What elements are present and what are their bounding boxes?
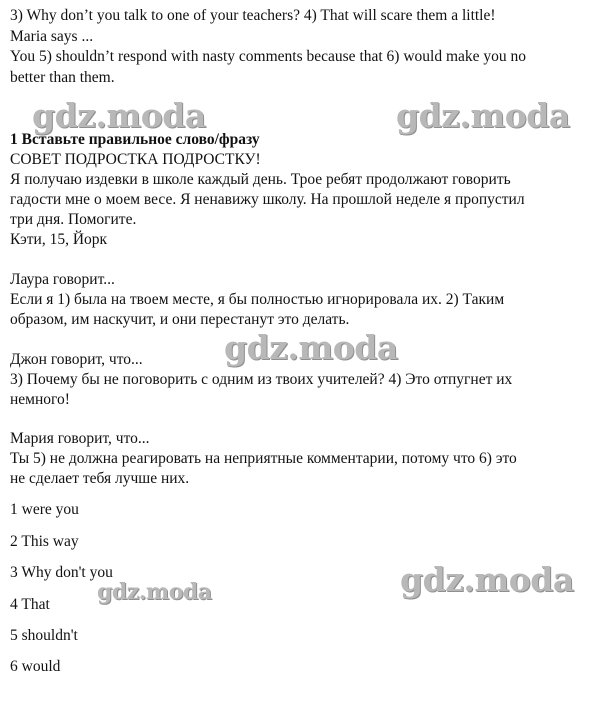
text-line: СОВЕТ ПОДРОСТКА ПОДРОСТКУ! xyxy=(10,151,261,168)
text-line: You 5) shouldn’t respond with nasty comments because that 6) would make you no xyxy=(10,48,527,65)
text-line: 3) Почему бы не поговорить с одним из твоих учителей? 4) Это отпугнет их xyxy=(10,371,513,388)
text-line: образом, им наскучит, и они перестанут это делать. xyxy=(10,311,350,328)
text-line: не сделает тебя лучше них. xyxy=(10,470,190,487)
answer-item: 2 This way xyxy=(10,533,79,550)
text-line: три дня. Помогите. xyxy=(10,211,137,228)
text-line: better than them. xyxy=(10,69,115,86)
text-line: Если я 1) была на твоем месте, я бы полностью игнорировала их. 2) Таким xyxy=(10,291,505,308)
answer-item: 4 That xyxy=(10,596,50,613)
text-line: Джон говорит, что... xyxy=(10,351,143,368)
answer-item: 1 were you xyxy=(10,501,79,518)
text-line: Кэти, 15, Йорк xyxy=(10,231,108,248)
text-line: Maria says ... xyxy=(10,28,94,45)
watermark: gdz.moda xyxy=(97,579,212,605)
text-line: Я получаю издевки в школе каждый день. Трое ребят продолжают говорить xyxy=(10,171,511,188)
text-line: Лаура говорит... xyxy=(10,271,115,288)
answer-item: 5 shouldn't xyxy=(10,627,78,644)
text-line: Ты 5) не должна реагировать на неприятные комментарии, потому что 6) это xyxy=(10,450,517,467)
watermark: gdz.moda xyxy=(396,96,570,135)
text-line: гадости мне о моем весе. Я ненавижу школу. На прошлой неделе я пропустил xyxy=(10,191,525,208)
section-heading: 1 Вставьте правильное слово/фразу xyxy=(10,131,260,148)
watermark: gdz.moda xyxy=(400,560,574,599)
watermark: gdz.moda xyxy=(32,96,206,135)
text-line: 3) Why don’t you talk to one of your teachers? 4) That will scare them a little! xyxy=(10,7,496,24)
watermark: gdz.moda xyxy=(224,328,398,367)
answer-item: 3 Why don't you xyxy=(10,564,113,581)
text-line: Мария говорит, что... xyxy=(10,430,150,447)
text-line: немного! xyxy=(10,391,70,408)
answer-item: 6 would xyxy=(10,658,61,675)
